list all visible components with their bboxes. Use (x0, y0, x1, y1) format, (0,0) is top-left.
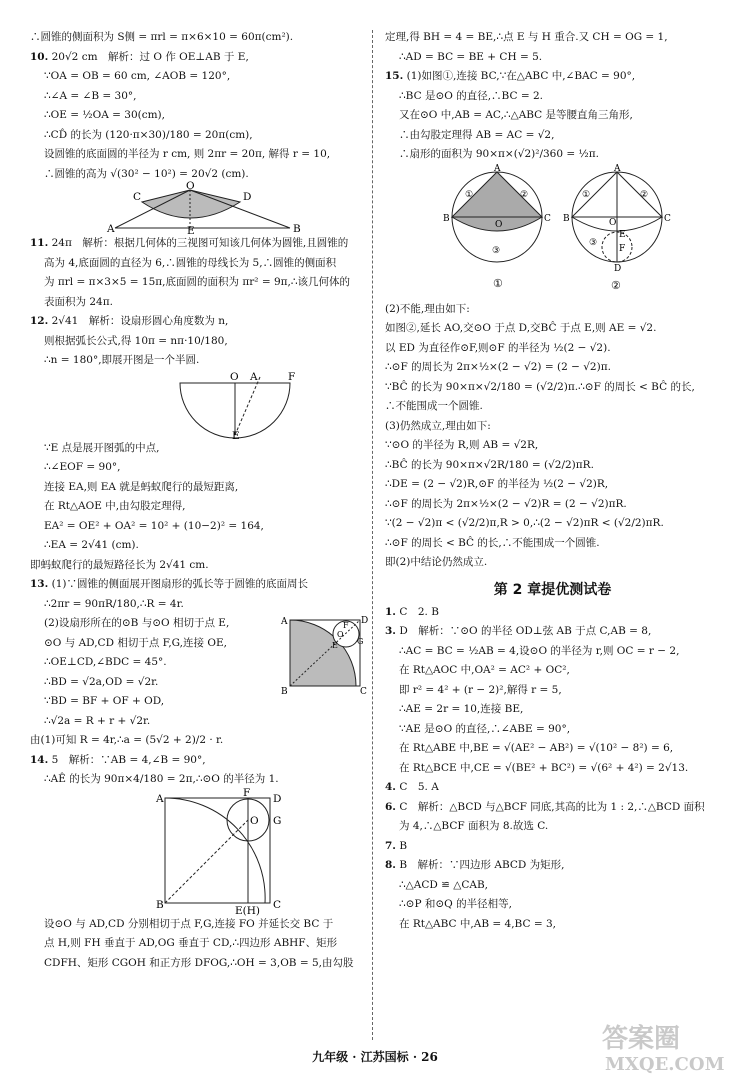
text-line: ∴EA = 2√41 (cm). (44, 539, 139, 551)
text-line: ∵OA = OB = 60 cm, ∠AOB = 120°, (44, 70, 231, 82)
label-F: F (343, 621, 349, 630)
text-line: ∴不能围成一个圆锥. (385, 400, 483, 412)
text-line: ∴⊙P 和⊙Q 的半径相等, (399, 898, 512, 910)
label-B: B (156, 898, 164, 911)
label-A: A (614, 163, 621, 174)
text-line: ∴⊙F 的周长 < BĈ 的长,∴不能围成一个圆锥. (385, 536, 600, 549)
page-footer: 九年级 · 江苏国标 · 26 (312, 1050, 438, 1064)
label-C: C (360, 687, 367, 697)
text-line: ∴2πr = 90πR/180,∴R = 4r. (44, 597, 184, 610)
text-line: 4. C 5. A (385, 781, 439, 793)
text-line: ∴∠A = ∠B = 30°, (44, 89, 137, 102)
label-A: A (107, 223, 115, 235)
region-3: ③ (589, 237, 598, 248)
watermark-bottom: MXQE.COM (605, 1054, 725, 1075)
label-E: E (332, 641, 338, 650)
label-F: F (619, 243, 626, 254)
text-line: 在 Rt△BCE 中,CE = √(BE² + BC²) = √(6² + 4²) = 2√13. (399, 761, 689, 774)
text-line: 7. B (385, 839, 408, 852)
left-column (30, 28, 369, 973)
text-line: EA² = OE² + OA² = 10² + (10−2)² = 164, (44, 519, 264, 532)
text-line: ⊙O 与 AD,CD 相切于点 F,G,连接 OE, (44, 636, 227, 649)
text-line: ∴圆锥的高为 √(30² − 10²) = 20√2 (cm). (44, 167, 249, 180)
text-line: 连接 EA,则 EA 就是蚂蚁爬行的最短距离, (44, 480, 239, 493)
text-line: ∴√2a = R + r + √2r. (44, 714, 151, 727)
text-line: ∴AD = BC = BE + CH = 5. (399, 50, 543, 63)
text-line: 6. C 解析：△BCD 与△BCF 同底,其高的比为 1 : 2,∴△BCD 面积 (385, 800, 705, 813)
text-line: 表面积为 24π. (44, 295, 113, 308)
q13-part2-block (30, 614, 369, 731)
text-line: ∵AE 是⊙O 的直径,∴∠ABE = 90°, (399, 722, 571, 735)
label-O: O (337, 630, 344, 639)
text-line: (3)仍然成立,理由如下: (385, 419, 491, 432)
right-column (385, 28, 720, 934)
figure-13 (280, 614, 369, 697)
text-line: ∴OE = ½OA = 30(cm), (44, 109, 165, 121)
label-G: G (273, 814, 282, 827)
text-line: 为 4,∴△BCF 面积为 8.故选 C. (399, 820, 549, 832)
text-line: 13. (1)∵圆锥的侧面展开图扇形的弧长等于圆锥的底面周长 (30, 578, 308, 590)
label-O: O (495, 219, 503, 230)
text-line: ∴AÊ 的长为 90π×4/180 = 2π,∴⊙O 的半径为 1. (44, 773, 279, 785)
figure-15 (385, 165, 720, 300)
label-D: D (273, 792, 282, 805)
region-2: ② (640, 189, 649, 200)
text-line: ∴BC 是⊙O 的直径,∴BC = 2. (399, 89, 543, 102)
text-line: ∴OE⊥CD,∠BDC = 45°. (44, 656, 167, 668)
watermark-logo (597, 1015, 742, 1075)
text-line: 14. 5 解析：∵AB = 4,∠B = 90°, (30, 753, 206, 766)
label-F: F (243, 786, 251, 799)
text-line: 15. (1)如图①,连接 BC,∵在△ABC 中,∠BAC = 90°, (385, 70, 636, 82)
text-line: (2)不能,理由如下: (385, 302, 470, 315)
text-line: ∴BD = √2a,OD = √2r. (44, 675, 159, 688)
text-line: ∵BĈ 的长为 90×π×√2/180 = (√2/2)π.∴⊙F 的周长 < BĈ 的长, (385, 380, 695, 393)
label-A: A (281, 617, 288, 627)
label-C: C (544, 213, 551, 224)
text-line: 3. D 解析：∵⊙O 的半径 OD⊥弦 AB 于点 C,AB = 8, (385, 625, 652, 637)
label-F: F (288, 370, 296, 383)
label-O: O (230, 370, 239, 383)
text-line: (2)设扇形所在的⊙B 与⊙O 相切于点 E, (44, 617, 230, 629)
text-line: 即蚂蚁爬行的最短路径长为 2√41 cm. (30, 558, 209, 571)
label-A: A (156, 792, 164, 805)
text-line: ∴⊙F 的周长为 2π×½×(2 − √2)R = (2 − √2)πR. (385, 497, 627, 510)
figure-14 (30, 786, 365, 917)
text-line: 即(2)中结论仍然成立. (385, 556, 488, 568)
text-line: 在 Rt△ABE 中,BE = √(AE² − AB²) = √(10² − 8²) = 6, (399, 742, 674, 754)
text-line: ∴CD̂ 的长为 (120·π×30)/180 = 20π(cm), (44, 128, 253, 141)
text-line: 由(1)可知 R = 4r,∴a = (5√2 + 2)/2 · r. (30, 734, 224, 746)
text-line: 8. B 解析：∵四边形 ABCD 为矩形, (385, 859, 565, 871)
label-O: O (186, 180, 195, 192)
text-line: ∴BĈ 的长为 90×π×√2R/180 = (√2/2)πR. (385, 458, 594, 471)
label-A: A (494, 163, 501, 174)
label-B: B (293, 223, 301, 235)
text-line: 12. 2√41 解析：设扇形圆心角度数为 n, (30, 315, 229, 327)
figure-12 (30, 370, 365, 442)
text-line: CDFH、矩形 CGOH 和正方形 DFOG,∴OH = 3,OB = 5,由勾股 (44, 956, 354, 969)
section-title: 第 2 章提优测试卷 (493, 581, 612, 598)
region-1: ① (582, 189, 591, 200)
label-D: D (614, 263, 622, 274)
figure-caption-2: ② (611, 278, 621, 292)
column-divider (372, 30, 373, 1040)
watermark-top: 答案圈 (602, 1024, 681, 1054)
text-line: ∵E 点是展开图弧的中点, (44, 441, 160, 454)
text-line: ∴AC = BC = ½AB = 4,设⊙O 的半径为 r,则 OC = r − 2, (399, 644, 680, 657)
text-line: 定理,得 BH = 4 = BE,∴点 E 与 H 重合.又 CH = OG = 1, (385, 31, 668, 43)
figure-caption-1: ① (493, 276, 503, 290)
label-O: O (609, 217, 617, 228)
text-line: 1. C 2. B (385, 605, 439, 618)
text-line: 10. 20√2 cm 解析：过 O 作 OE⊥AB 于 E, (30, 50, 249, 63)
text-line: 11. 24π 解析：根据几何体的三视图可知该几何体为圆锥,且圆锥的 (30, 237, 349, 249)
region-1: ① (465, 189, 474, 200)
text-line: 设⊙O 与 AD,CD 分别相切于点 F,G,连接 FO 并延长交 BC 于 (44, 917, 334, 930)
label-C: C (664, 213, 671, 224)
text-line: 即 r² = 4² + (r − 2)²,解得 r = 5, (399, 683, 562, 696)
text-line: ∴⊙F 的周长为 2π×½×(2 − √2) = (2 − √2)π. (385, 361, 611, 373)
text-line: 在 Rt△AOC 中,OA² = AC² + OC², (399, 664, 570, 676)
text-line: ∴AE = 2r = 10,连接 BE, (399, 703, 524, 715)
label-B: B (563, 213, 570, 224)
text-line: 在 Rt△AOE 中,由勾股定理得, (44, 500, 186, 512)
label-D: D (243, 191, 252, 203)
label-E: E (232, 429, 240, 442)
text-line: ∵⊙O 的半径为 R,则 AB = √2R, (385, 439, 539, 451)
text-line: 高为 4,底面圆的直径为 6,∴圆锥的母线长为 5,∴圆锥的侧面积 (44, 256, 337, 269)
label-EH: E(H) (235, 904, 261, 917)
text-line: ∴DE = (2 − √2)R,⊙F 的半径为 ½(2 − √2)R, (385, 478, 609, 490)
label-B: B (443, 213, 450, 224)
text-line: 则根据弧长公式,得 10π = nπ·10/180, (44, 334, 228, 347)
text-line: 以 ED 为直径作⊙F,则⊙F 的半径为 ½(2 − √2). (385, 341, 611, 354)
label-O: O (250, 814, 259, 827)
text-line: 在 Rt△ABC 中,AB = 4,BC = 3, (399, 917, 556, 930)
text-line: ∵(2 − √2)π < (√2/2)π,R > 0,∴(2 − √2)πR < (√2/2)πR. (385, 517, 664, 529)
label-D: D (361, 616, 369, 626)
text-line: ∴n = 180°,即展开图是一个半圆. (44, 354, 200, 366)
figure-10 (30, 180, 365, 237)
text-line: ∴由勾股定理得 AB = AC = √2, (399, 128, 555, 141)
text-line: 设圆锥的底面圆的半径为 r cm, 则 2πr = 20π, 解得 r = 10, (44, 148, 331, 160)
region-2: ② (520, 189, 529, 200)
label-C: C (133, 191, 142, 203)
region-3: ③ (492, 245, 501, 256)
text-line: 为 πrl = π×3×5 = 15π,底面圆的面积为 πr² = 9π,∴该几何体的 (44, 276, 351, 288)
label-G: G (357, 637, 364, 646)
text-line: 点 H,则 FH 垂直于 AD,OG 垂直于 CD,∴四边形 ABHF、矩形 (44, 937, 338, 949)
text-line: ∴△ACD ≌ △CAB, (399, 878, 489, 891)
label-E: E (619, 229, 626, 240)
text-line: ∴圆锥的侧面积为 S侧 = πrl = π×6×10 = 60π(cm²). (30, 31, 294, 43)
label-E: E (187, 225, 195, 237)
text-line: ∴扇形的面积为 90×π×(√2)²/360 = ½π. (399, 148, 599, 160)
text-line: 又在⊙O 中,AB = AC,∴△ABC 是等腰直角三角形, (399, 109, 633, 121)
label-A: A (250, 370, 258, 383)
text-line: ∵BD = BF + OF + OD, (44, 695, 165, 707)
label-C: C (273, 898, 282, 911)
label-B: B (281, 687, 288, 697)
text-line: ∴∠EOF = 90°, (44, 461, 121, 473)
text-line: 如图②,延长 AO,交⊙O 于点 D,交BĈ 于点 E,则 AE = √2. (385, 322, 657, 334)
